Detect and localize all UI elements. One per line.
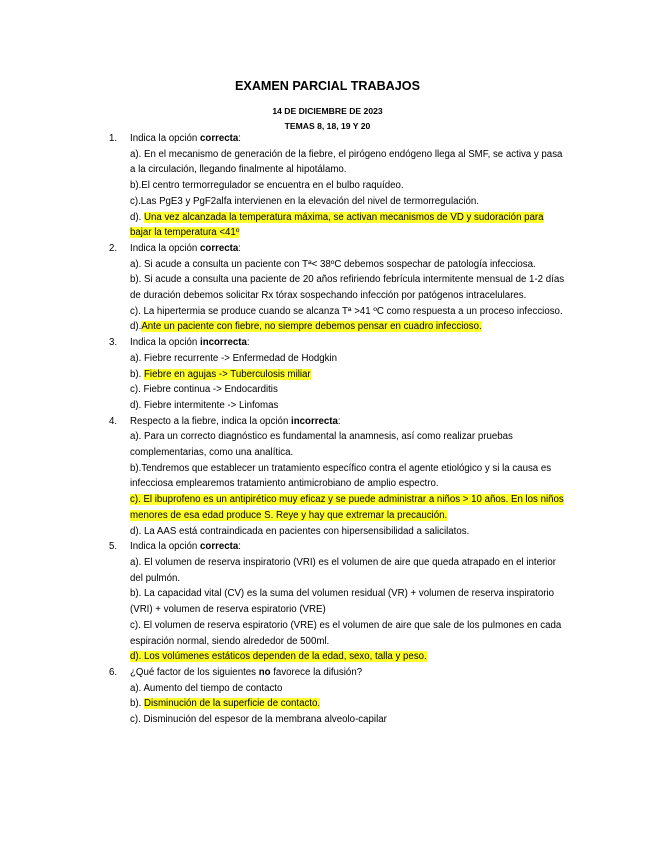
option-c: c). El volumen de reserva espiratorio (VRE) es el volumen de aire que sale de los pulmones en cada espiración normal, siendo alrededor de 500ml. (130, 619, 562, 647)
exam-topics: TEMAS 8, 18, 19 Y 20 (284, 121, 371, 131)
question-number: 5. (109, 541, 118, 553)
option-b: b).Tendremos que establecer un tratamiento específico contra el agente etiológico y si la causa es infecciosa emplearemos tratamiento antimicrobiano de amplio espectro. (130, 462, 552, 490)
question-number: 6. (109, 666, 118, 678)
option-b: b). La capacidad vital (CV) es la suma del volumen residual (VR) + volumen de reserva inspiratorio (VRI) + volumen de reserva espiratorio (VRE) (130, 588, 555, 616)
exam-title: EXAMEN PARCIAL TRABAJOS (235, 79, 420, 93)
exam-date: 14 DE DICIEMBRE DE 2023 (272, 106, 383, 116)
question-stem: Respecto a la fiebre, indica la opción incorrecta: (130, 415, 341, 427)
answer-highlight: Ante un paciente con fiebre, no siempre debemos pensar en cuadro infeccioso. (141, 321, 482, 333)
option-b-highlighted: b). Fiebre en agujas -> Tuberculosis miliar (130, 368, 311, 380)
question-stem: Indica la opción correcta: (130, 133, 241, 144)
answer-highlight: Una vez alcanzada la temperatura máxima, se activan mecanismos de VD y sudoración para bajar la temperatura <41º (130, 211, 544, 239)
answer-highlight: d). Los volúmenes estáticos dependen de la edad, sexo, talla y peso. (130, 651, 427, 663)
option-d: d). Fiebre intermitente -> Linfomas (130, 399, 279, 411)
question-1 (109, 131, 569, 241)
option-c: c). Fiebre continua -> Endocarditis (130, 384, 278, 396)
option-d-highlighted: d).Ante un paciente con fiebre, no siempre debemos pensar en cuadro infeccioso. (130, 321, 482, 333)
option-c-highlighted (130, 492, 569, 523)
question-4 (109, 414, 569, 540)
option-a: a). En el mecanismo de generación de la fiebre, el pirógeno endógeno llega al SMF, se activa y pasa a la circulación, llegando finalmente al hipotálamo. (130, 148, 563, 176)
question-number: 4. (109, 415, 118, 427)
question-number: 3. (109, 337, 118, 349)
option-b: b). Si acude a consulta una paciente de 20 años refiriendo febrícula intermitente mensual de 1-2 días de duración debemos solicitar Rx tórax sospechando infección por patógenos intracelulares. (130, 274, 565, 302)
question-5 (109, 539, 569, 665)
question-stem: Indica la opción incorrecta: (130, 337, 250, 349)
question-2 (109, 241, 569, 335)
option-a: a). Si acude a consulta un paciente con Tª< 38ºC debemos sospechar de patología infecciosa. (130, 258, 536, 270)
question-number: 2. (109, 242, 118, 254)
option-c: c). La hipertermia se produce cuando se alcanza Tª >41 ºC como respuesta a un proceso infeccioso. (130, 305, 563, 317)
option-a: a). Para un correcto diagnóstico es fundamental la anamnesis, así como realizar pruebas complementarias, como una analítica. (130, 431, 513, 459)
answer-highlight: c). El ibuprofeno es un antipirético muy eficaz y se puede administrar a niños > 10 años. En los niños menores de esa edad produce S. Reye y hay que extremar la precaución. (130, 494, 564, 521)
answer-highlight: Fiebre en agujas -> Tuberculosis miliar (144, 368, 311, 380)
question-stem: Indica la opción correcta: (130, 242, 241, 254)
question-list (109, 131, 569, 728)
option-b: b).El centro termorregulador se encuentra en el bulbo raquídeo. (130, 180, 404, 192)
question-stem: Indica la opción correcta: (130, 541, 241, 553)
option-b-highlighted: b). Disminución de la superficie de contacto. (130, 698, 321, 710)
question-6 (109, 665, 569, 728)
option-c: c). Disminución del espesor de la membrana alveolo-capilar (130, 714, 387, 726)
question-number: 1. (109, 133, 118, 144)
answer-highlight: Disminución de la superficie de contacto. (144, 698, 321, 710)
option-d-highlighted: d). Una vez alcanzada la temperatura máxima, se activan mecanismos de VD y sudoración para bajar la temperatura <41º (130, 211, 544, 239)
question-stem: ¿Qué factor de los siguientes no favorece la difusión? (130, 666, 363, 678)
option-a: a). Aumento del tiempo de contacto (130, 682, 283, 694)
option-a: a). El volumen de reserva inspiratorio (VRI) es el volumen de aire que queda atrapado en el interior del pulmón. (130, 556, 556, 584)
question-3 (109, 335, 569, 414)
option-d: d). La AAS está contraindicada en pacientes con hipersensibilidad a salicilatos. (130, 525, 470, 537)
option-c: c).Las PgE3 y PgF2alfa intervienen en la elevación del nivel de termorregulación. (130, 195, 479, 207)
option-d-highlighted (130, 649, 569, 665)
option-a: a). Fiebre recurrente -> Enfermedad de Hodgkin (130, 352, 338, 364)
